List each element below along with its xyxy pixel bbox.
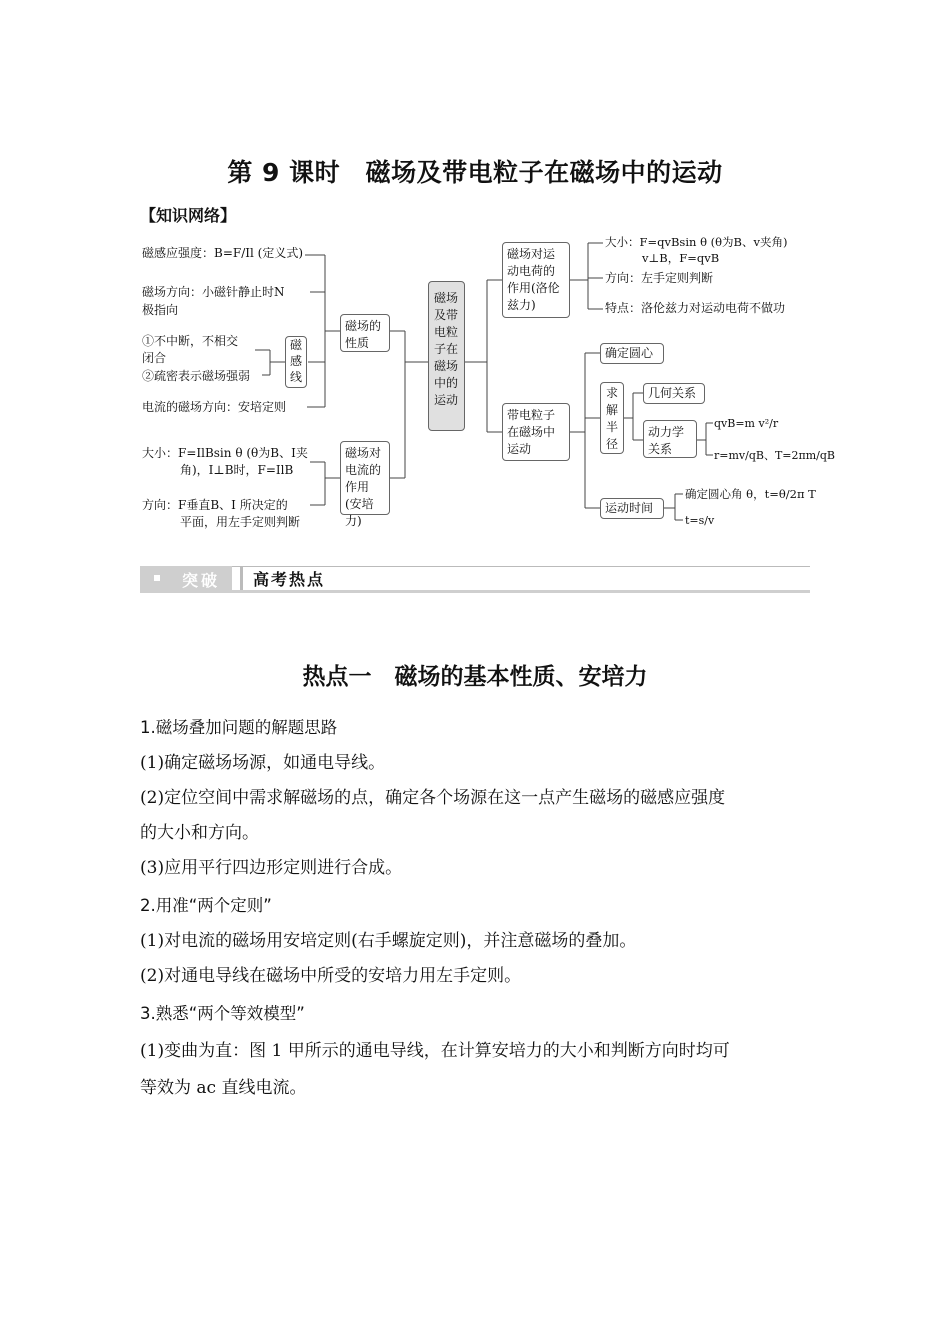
breakthrough-tag-text: 突破: [182, 571, 221, 590]
breakthrough-tag: [140, 566, 232, 590]
banner-bottom-rule: [140, 590, 810, 593]
time-distance: t=s/v: [685, 514, 715, 527]
page-title: 第 9 课时 磁场及带电粒子在磁场中的运动: [227, 158, 723, 187]
paragraph-2a: (2)定位空间中需求解磁场的点，确定各个场源在这一点产生磁场的磁感应强度: [140, 788, 726, 808]
find-radius-box: 求解半径: [600, 382, 624, 454]
paragraph-4: (1)对电流的磁场用安培定则(右手螺旋定则)，并注意磁场的叠加。: [140, 931, 637, 951]
ampere-magnitude-line1: 大小：F=IlBsin θ (θ为B、I夹: [142, 446, 308, 460]
ampere-magnitude-line2: 角)，I⊥B时，F=IlB: [180, 463, 294, 477]
field-line-rule1a: ①不中断，不相交: [142, 334, 239, 348]
heading-1: 1.磁场叠加问题的解题思路: [140, 718, 338, 737]
paragraph-1: (1)确定磁场场源，如通电导线。: [140, 753, 386, 773]
particle-motion-box: 带电粒子在磁场中运动: [502, 403, 570, 461]
ampere-direction-line2: 平面，用左手定则判断: [180, 515, 301, 529]
b-definition: 磁感应强度：B=F/Il (定义式): [142, 246, 303, 260]
paragraph-6a: (1)变曲为直：图 1 甲所示的通电导线，在计算安培力的大小和判断方向时均可: [140, 1041, 730, 1061]
geometry-box: 几何关系: [643, 383, 705, 404]
section-title: 热点一 磁场的基本性质、安培力: [302, 664, 648, 690]
paragraph-2b: 的大小和方向。: [140, 823, 259, 843]
field-direction-line2: 极指向: [142, 303, 179, 317]
equation-qvb: qvB=m v²/r: [714, 417, 779, 430]
find-center-box: 确定圆心: [600, 343, 664, 364]
lorentz-direction: 方向：左手定则判断: [605, 271, 714, 285]
motion-time-box: 运动时间: [600, 498, 664, 519]
current-field-direction: 电流的磁场方向：安培定则: [142, 400, 287, 414]
center-topic-box: 磁场及带电粒子在磁场中的运动: [428, 281, 465, 431]
ampere-direction-line1: 方向：F垂直B、I 所决定的: [142, 498, 288, 512]
paragraph-6b: 等效为 ac 直线电流。: [140, 1078, 307, 1098]
equation-radius-period: r=mv/qB、T=2πm/qB: [714, 449, 835, 462]
mindmap-connectors: [0, 0, 950, 560]
lorentz-size-line1: 大小：F=qvBsin θ (θ为B、v夹角): [605, 235, 788, 249]
knowledge-label: 【知识网络】: [140, 206, 237, 225]
lorentz-feature: 特点：洛伦兹力对运动电荷不做功: [605, 301, 786, 315]
field-lines-box: 磁感线: [285, 336, 307, 388]
heading-2: 2.用准“两个定则”: [140, 896, 272, 915]
paragraph-3: (3)应用平行四边形定则进行合成。: [140, 858, 403, 878]
central-angle-time: 确定圆心角 θ，t=θ/2π T: [685, 487, 816, 501]
dynamics-box: 动力学关系: [643, 420, 697, 458]
field-nature-box: 磁场的性质: [340, 314, 390, 352]
field-line-rule1b: 闭合: [142, 351, 167, 365]
banner-separator: [240, 566, 243, 590]
lorentz-size-line2: v⊥B，F=qvB: [642, 251, 720, 265]
field-line-rule2: ②疏密表示磁场强弱: [142, 369, 251, 383]
banner-label: 高考热点: [253, 570, 326, 589]
paragraph-5: (2)对通电导线在磁场中所受的安培力用左手定则。: [140, 966, 522, 986]
heading-3: 3.熟悉“两个等效模型”: [140, 1004, 305, 1023]
ampere-force-box: 磁场对电流的作用(安培力): [340, 441, 390, 515]
lorentz-force-box: 磁场对运动电荷的作用(洛伦兹力): [502, 242, 570, 318]
field-direction-line1: 磁场方向：小磁针静止时N: [142, 285, 285, 299]
